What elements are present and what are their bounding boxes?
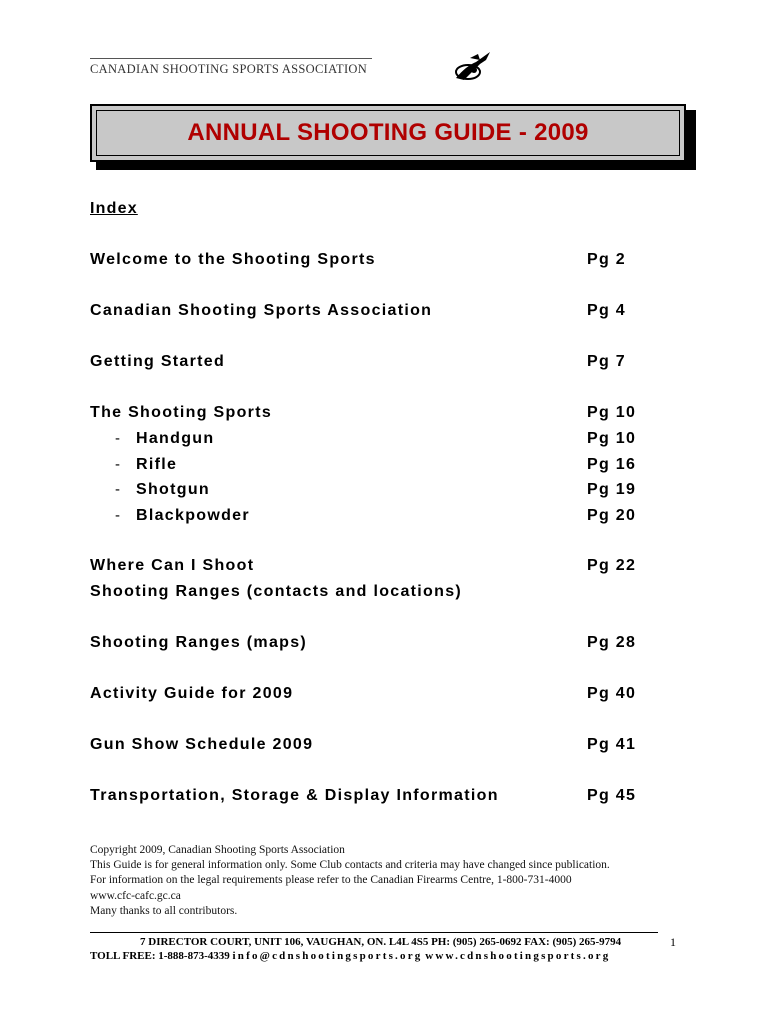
title-banner [90, 104, 686, 162]
index-page-getting-started: Pg 7 [587, 353, 626, 370]
index-entry-ranges-contacts: Shooting Ranges (contacts and locations) [90, 583, 463, 600]
document-title: ANNUAL SHOOTING GUIDE - 2009 [187, 119, 589, 146]
index-page-handgun: Pg 10 [587, 430, 637, 447]
index-entry-activity-guide: Activity Guide for 2009 [90, 685, 294, 702]
email-link[interactable]: info@cdnshootingsports.org [232, 950, 423, 962]
organization-name: CANADIAN SHOOTING SPORTS ASSOCIATION [90, 62, 368, 76]
page-number: 1 [670, 935, 676, 949]
index-entry-welcome: Welcome to the Shooting Sports [90, 251, 376, 268]
index-page-transportation: Pg 45 [587, 787, 637, 804]
list-dash: - [115, 481, 120, 498]
index-entry-getting-started: Getting Started [90, 353, 226, 370]
index-entry-csa: Canadian Shooting Sports Association [90, 302, 433, 319]
footer-address: 7 DIRECTOR COURT, UNIT 106, VAUGHAN, ON. L4L 4S5 PH: (905) 265-0692 FAX: (905) 265-9794 [140, 936, 622, 948]
index-entry-shooting-sports: The Shooting Sports [90, 404, 273, 421]
index-page-blackpowder: Pg 20 [587, 507, 637, 524]
title-inner-frame [96, 110, 680, 156]
index-page-activity-guide: Pg 40 [587, 685, 637, 702]
list-dash: - [115, 430, 120, 447]
index-entry-rifle: Rifle [136, 456, 178, 473]
index-page-shotgun: Pg 19 [587, 481, 637, 498]
header-rule [90, 58, 372, 59]
index-entry-ranges-maps: Shooting Ranges (maps) [90, 634, 308, 651]
list-dash: - [115, 456, 120, 473]
footer-rule [90, 932, 658, 933]
index-entry-transportation: Transportation, Storage & Display Information [90, 787, 499, 804]
index-page-ranges-maps: Pg 28 [587, 634, 637, 651]
index-entry-handgun: Handgun [136, 430, 215, 447]
index-entry-gun-show: Gun Show Schedule 2009 [90, 736, 314, 753]
footnotes [90, 843, 610, 919]
shooter-logo-icon [446, 48, 496, 88]
index-page-where-shoot: Pg 22 [587, 557, 637, 574]
legal-note: For information on the legal requirements please refer to the Canadian Firearms Centre, 1-800-731-4000 [90, 874, 572, 887]
copyright-note: Copyright 2009, Canadian Shooting Sports Association [90, 844, 345, 856]
index-page-rifle: Pg 16 [587, 456, 637, 473]
index-page-welcome: Pg 2 [587, 251, 626, 268]
footer-contact-line [90, 950, 610, 962]
index-page-shooting-sports: Pg 10 [587, 404, 637, 421]
index-entry-shotgun: Shotgun [136, 481, 210, 498]
website-link[interactable]: www.cdnshootingsports.org [425, 950, 611, 962]
toll-free: TOLL FREE: 1-888-873-4339 [90, 950, 230, 962]
index-page-csa: Pg 4 [587, 302, 626, 319]
index-entry-blackpowder: Blackpowder [136, 507, 250, 524]
list-dash: - [115, 507, 120, 524]
index-page-gun-show: Pg 41 [587, 736, 637, 753]
disclaimer-note: This Guide is for general information only. Some Club contacts and criteria may have changed since publication. [90, 859, 610, 872]
index-heading: Index [90, 200, 138, 217]
index-entry-where-shoot: Where Can I Shoot [90, 557, 255, 574]
cfc-link[interactable]: www.cfc-cafc.gc.ca [90, 889, 181, 902]
thanks-note: Many thanks to all contributors. [90, 904, 238, 917]
